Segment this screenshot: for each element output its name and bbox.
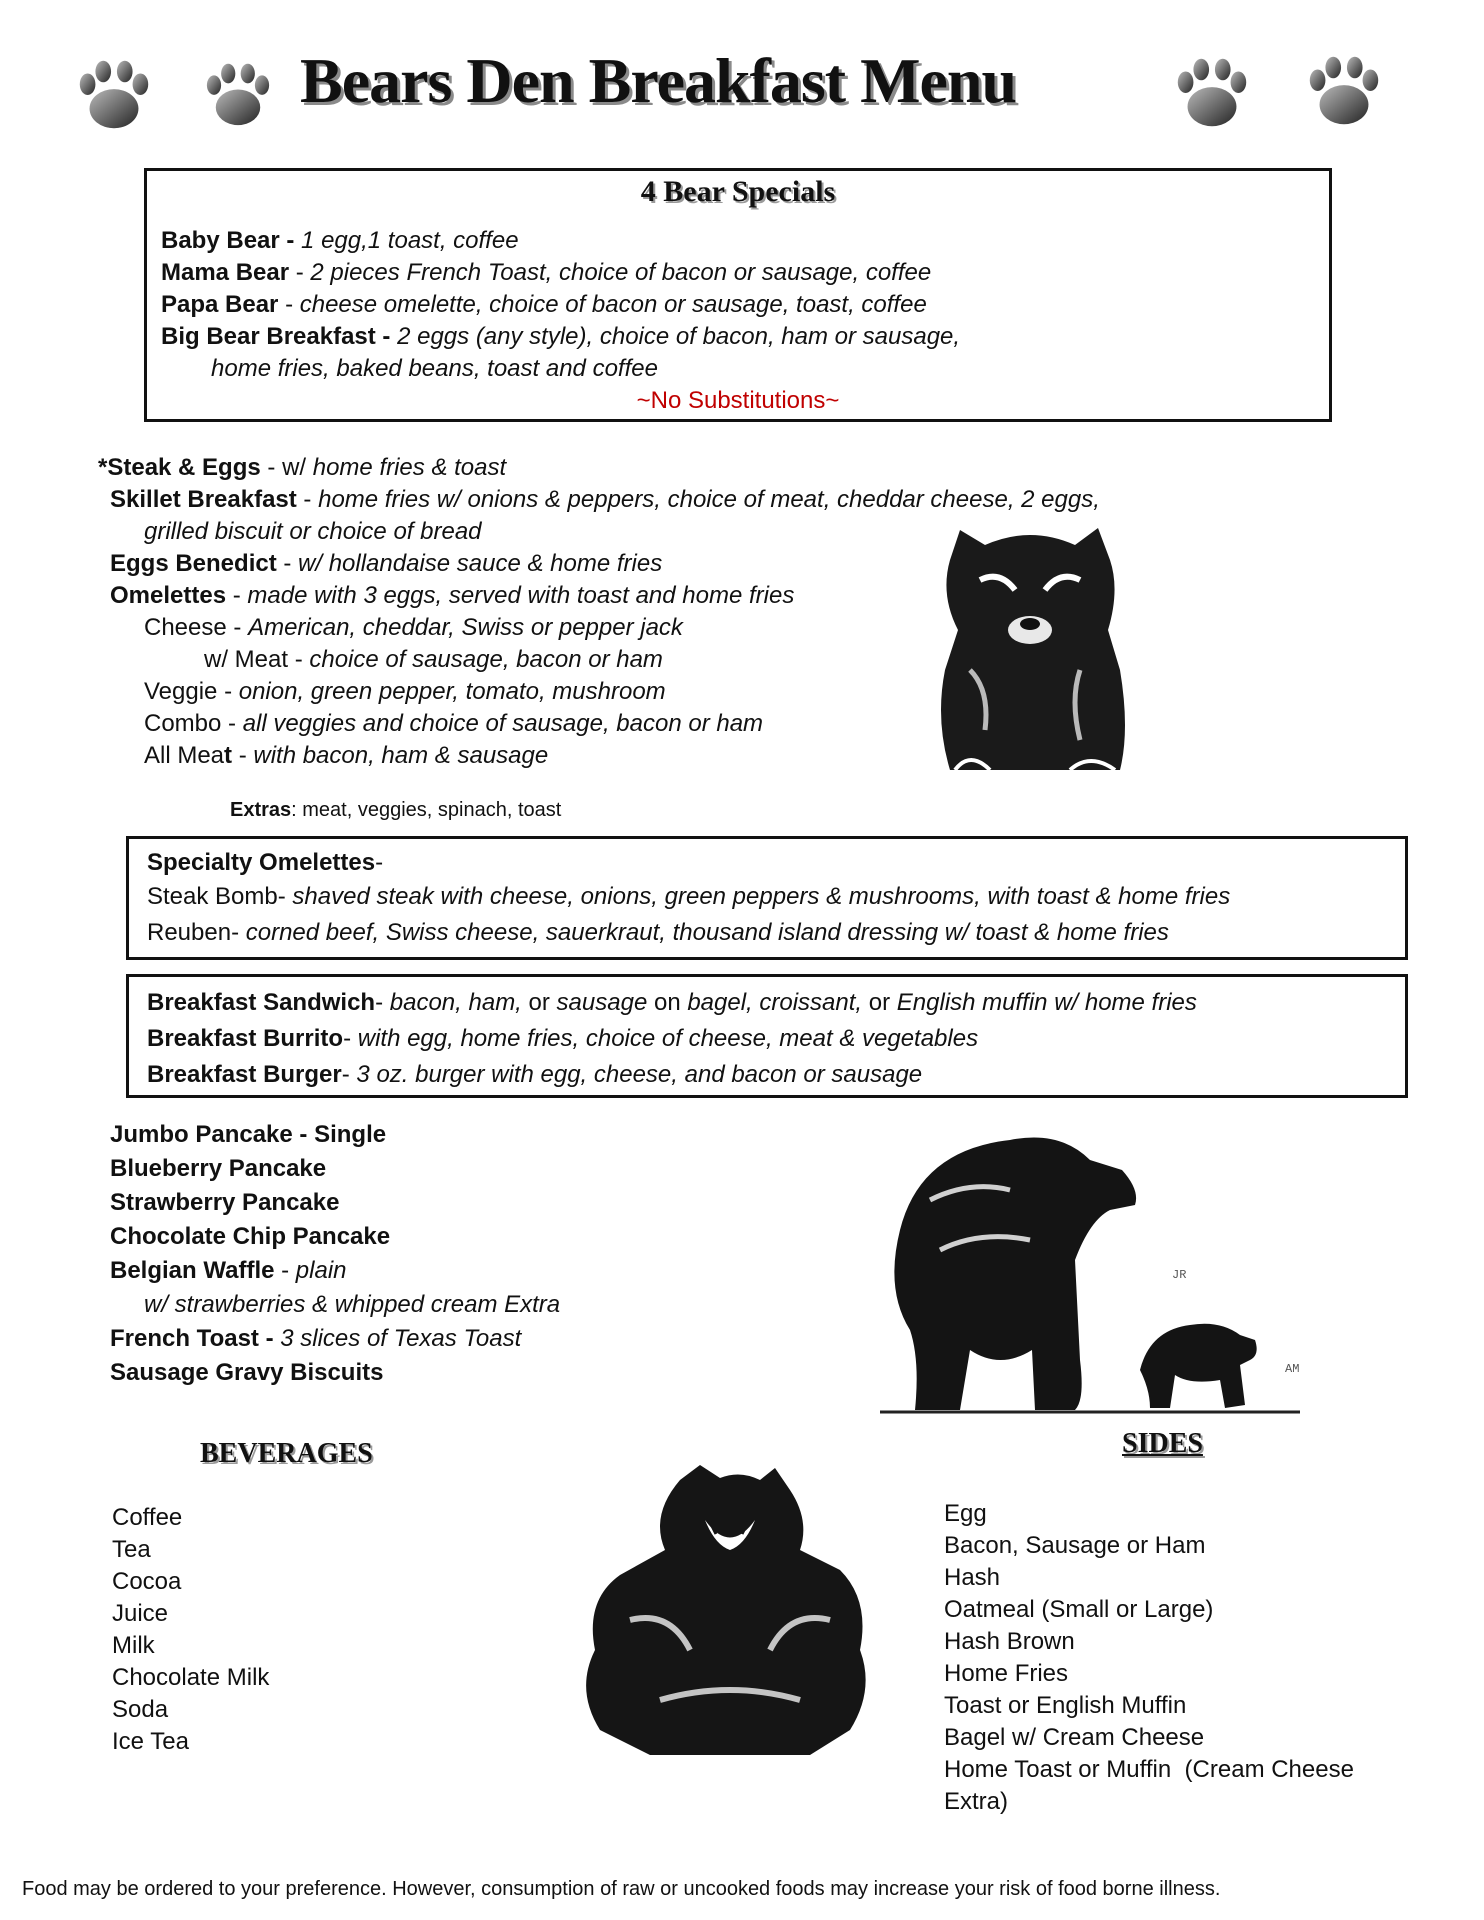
omelette-option: Cheese - American, cheddar, Swiss or pepper jack [144,614,683,641]
menu-item-continued: w/ strawberries & whipped cream Extra [144,1291,561,1318]
beverages-list [112,1502,269,1758]
beverage-item: Coffee [112,1504,183,1531]
omelette-option: Veggie - onion, green pepper, tomato, mushroom [144,678,666,705]
side-item: Hash Brown [944,1628,1075,1655]
omelette-option: Combo - all veggies and choice of sausage, bacon or ham [144,710,764,737]
beverage-item: Juice [112,1600,169,1627]
paw-print-icon [198,54,278,134]
side-item: Bagel w/ Cream Cheese [944,1724,1205,1751]
handheld-item: Breakfast Sandwich- bacon, ham, or sausage on bagel, croissant, or English muffin w/ home fries [147,989,1197,1016]
menu-item: Omelettes - made with 3 eggs, served with toast and home fries [110,582,795,609]
special-item: Big Bear Breakfast - 2 eggs (any style), choice of bacon, ham or sausage, [161,323,961,350]
specials-box [144,168,1332,422]
beverage-item: Cocoa [112,1568,182,1595]
beverage-item: Ice Tea [112,1728,189,1755]
sides-heading: SIDES [1122,1428,1203,1459]
special-item-continued: home fries, baked beans, toast and coffee [211,355,658,382]
paw-print-icon [1300,46,1388,134]
special-item: Papa Bear - cheese omelette, choice of bacon or sausage, toast, coffee [161,291,927,318]
menu-item-continued: grilled biscuit or choice of bread [144,518,482,545]
page-title: Bears Den Breakfast Menu [300,45,1017,116]
artist-initials: AM [1285,1362,1300,1376]
menu-item: Sausage Gravy Biscuits [110,1359,384,1386]
specials-heading: 4 Bear Specials [640,175,836,208]
side-item: Toast or English Muffin [944,1692,1187,1719]
side-item: Home Fries [944,1660,1069,1687]
beverage-item: Milk [112,1632,155,1659]
menu-item: Blueberry Pancake [110,1155,327,1182]
side-item: Hash [944,1564,1001,1591]
side-item: Egg [944,1500,987,1527]
side-item-continued: Extra) [944,1788,1009,1815]
extras-line: Extras: meat, veggies, spinach, toast [230,799,562,821]
side-item: Bacon, Sausage or Ham [944,1532,1206,1559]
food-safety-disclaimer: Food may be ordered to your preference. However, consumption of raw or uncooked foods may increase your risk of food borne illness. [22,1878,1221,1900]
beverage-item: Chocolate Milk [112,1664,270,1691]
sides-list [944,1498,1354,1818]
paw-print-icon [1168,48,1256,136]
specialty-heading: Specialty Omelettes- [147,849,384,876]
roaring-bear-illustration [570,1460,890,1760]
handhelds-box [126,974,1408,1098]
bear-illustration [930,520,1130,780]
beverages-heading: BEVERAGES [200,1438,373,1469]
handheld-item: Breakfast Burrito- with egg, home fries, choice of cheese, meat & vegetables [147,1025,979,1052]
omelette-option: All Meat - with bacon, ham & sausage [144,742,549,769]
menu-item: Chocolate Chip Pancake [110,1223,391,1250]
handheld-item: Breakfast Burger- 3 oz. burger with egg, cheese, and bacon or sausage [147,1061,923,1088]
menu-item: Skillet Breakfast - home fries w/ onions & peppers, choice of meat, cheddar cheese, 2 eggs, [110,486,1100,513]
artist-initials: JR [1172,1268,1187,1282]
bear-and-cub-illustration [860,1110,1320,1420]
menu-item: French Toast - 3 slices of Texas Toast [110,1325,522,1352]
menu-item: Jumbo Pancake - Single [110,1121,387,1148]
beverage-item: Soda [112,1696,169,1723]
special-item: Mama Bear - 2 pieces French Toast, choice of bacon or sausage, coffee [161,259,932,286]
specialty-item: Reuben- corned beef, Swiss cheese, sauerkraut, thousand island dressing w/ toast & home fries [147,919,1169,946]
menu-item: Belgian Waffle - plain [110,1257,347,1284]
menu-item: Strawberry Pancake [110,1189,340,1216]
side-item: Home Toast or Muffin (Cream Cheese [944,1756,1354,1783]
menu-item: Eggs Benedict - w/ hollandaise sauce & home fries [110,550,663,577]
special-item: Baby Bear - 1 egg,1 toast, coffee [161,227,519,254]
specialty-item: Steak Bomb- shaved steak with cheese, onions, green peppers & mushrooms, with toast & home fries [147,883,1231,910]
beverage-item: Tea [112,1536,151,1563]
omelette-option: w/ Meat - choice of sausage, bacon or ham [204,646,663,673]
specialty-omelettes-box [126,836,1408,960]
side-item: Oatmeal (Small or Large) [944,1596,1214,1623]
no-substitutions-note: ~No Substitutions~ [636,387,840,414]
menu-item: *Steak & Eggs - w/ home fries & toast [98,454,507,481]
griddle-list [110,1118,560,1390]
paw-print-icon [70,50,158,138]
